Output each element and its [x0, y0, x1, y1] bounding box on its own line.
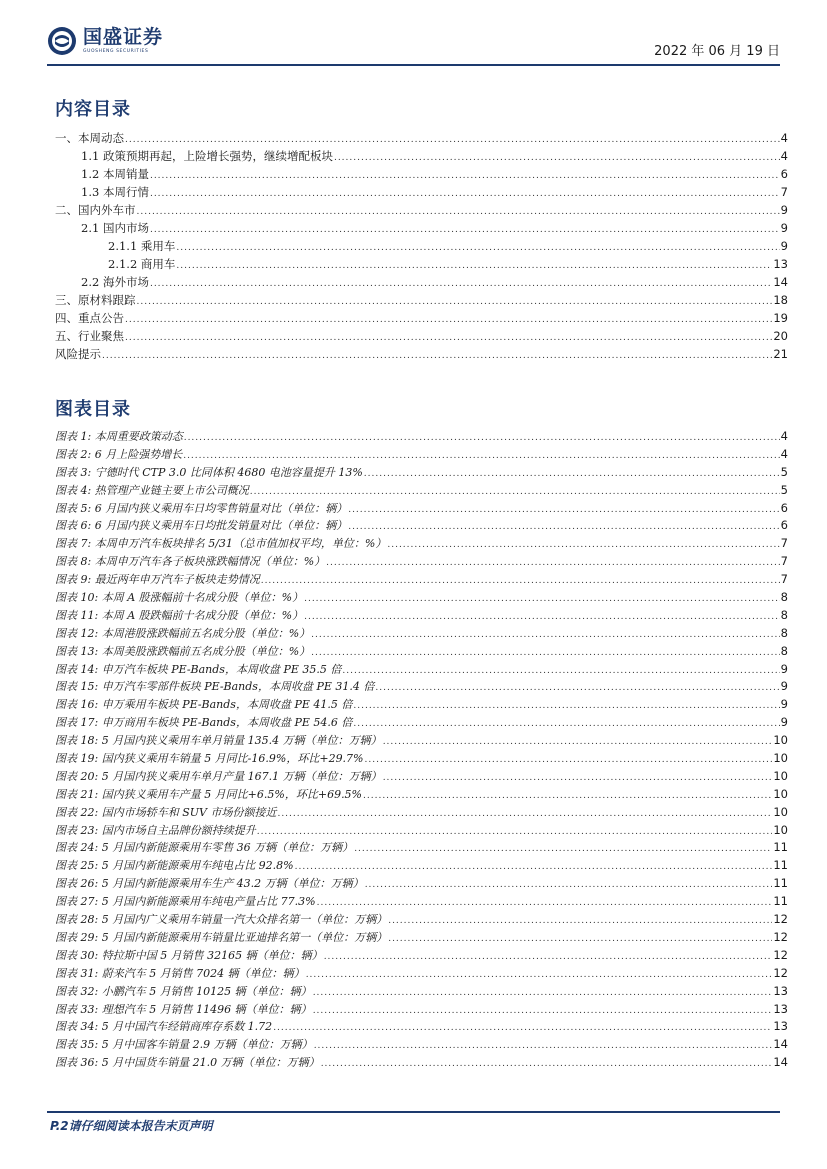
figure-entry[interactable]: [55, 446, 788, 464]
entry-page-number: 10: [773, 804, 788, 819]
dot-leader: [388, 931, 772, 949]
header-divider: [47, 64, 780, 66]
entry-label: 图表 35: 5 月中国客车销量 2.9 万辆（单位：万辆）: [55, 1038, 313, 1052]
figure-entry[interactable]: [55, 517, 788, 535]
dot-leader: [348, 502, 779, 520]
entry-label: 2.1.1 乘用车: [108, 239, 176, 253]
figure-entry[interactable]: [55, 500, 788, 518]
entry-page-number: 21: [773, 347, 788, 361]
figure-entry[interactable]: [55, 643, 788, 661]
entry-label: 图表 21: 国内狭义乘用车产量 5 月同比+6.5%，环比+69.5%: [55, 787, 363, 801]
entry-page-number: 7: [780, 536, 788, 551]
entry-page-number: 9: [780, 697, 788, 712]
dot-leader: [277, 806, 772, 824]
figure-entry[interactable]: [55, 822, 788, 840]
dot-leader: [313, 985, 773, 1003]
entry-page-number: 9: [780, 239, 788, 253]
dot-leader: [176, 257, 772, 275]
entry-label: 图表 30: 特拉斯中国 5 月销售 32165 辆（单位：辆）: [55, 948, 323, 962]
dot-leader: [353, 698, 779, 716]
entry-page-number: 10: [773, 751, 788, 766]
entry-page-number: 13: [773, 1019, 788, 1034]
figure-entry[interactable]: [55, 911, 788, 929]
entry-label: 一、本周动态: [55, 131, 124, 145]
entry-label: 图表 7: 本周申万汽车板块排名 5/31（总市值加权平均，单位：%）: [55, 537, 387, 551]
figure-entry[interactable]: [55, 625, 788, 643]
figure-entry[interactable]: [55, 1001, 788, 1019]
dot-leader: [150, 167, 780, 185]
entry-page-number: 10: [773, 786, 788, 801]
brand-logo-icon: [47, 26, 77, 56]
contents-entry[interactable]: [55, 291, 788, 309]
entry-label: 图表 27: 5 月国内新能源乘用车纯电产量占比 77.3%: [55, 895, 316, 909]
dot-leader: [365, 752, 773, 770]
entry-page-number: 7: [780, 554, 788, 569]
entry-page-number: 7: [780, 572, 788, 587]
entry-label: 2.1 国内市场: [81, 221, 149, 235]
dot-leader: [314, 1038, 773, 1056]
entry-page-number: 8: [780, 607, 788, 622]
entry-page-number: 6: [780, 518, 788, 533]
figures-list: [55, 428, 788, 1072]
dot-leader: [342, 663, 779, 681]
entry-page-number: 9: [780, 679, 788, 694]
dot-leader: [383, 770, 773, 788]
contents-entry[interactable]: [55, 147, 788, 165]
dot-leader: [364, 466, 780, 484]
company-logo: [47, 24, 197, 58]
dot-leader: [321, 1056, 773, 1074]
entry-page-number: 12: [773, 912, 788, 927]
contents-entry[interactable]: [55, 165, 788, 183]
dot-leader: [306, 967, 773, 985]
entry-label: 图表 5: 6 月国内狭义乘用车日均零售销量对比（单位：辆）: [55, 501, 348, 515]
entry-label: 1.1 政策预期再起，上险增长强势，继续增配板块: [81, 149, 333, 163]
contents-entry[interactable]: [55, 201, 788, 219]
entry-page-number: 4: [780, 446, 788, 461]
figure-entry[interactable]: [55, 768, 788, 786]
dot-leader: [365, 877, 773, 895]
entry-label: 图表 16: 申万乘用车板块 PE-Bands，本周收盘 PE 41.5 倍: [55, 698, 353, 712]
entry-label: 1.2 本周销量: [81, 167, 149, 181]
entry-label: 图表 29: 5 月国内新能源乘用车销量比亚迪排名第一（单位：万辆）: [55, 930, 388, 944]
entry-page-number: 4: [780, 149, 788, 163]
figure-entry[interactable]: [55, 714, 788, 732]
footer-divider: [47, 1111, 780, 1113]
entry-page-number: 8: [780, 590, 788, 605]
entry-page-number: 13: [773, 983, 788, 998]
entry-label: 图表 11: 本周 A 股跌幅前十名成分股（单位：%）: [55, 608, 304, 622]
entry-label: 图表 9: 最近两年申万汽车子板块走势情况: [55, 573, 260, 587]
page-header: [0, 0, 827, 64]
entry-label: 2.1.2 商用车: [108, 257, 176, 271]
contents-entry[interactable]: [55, 273, 788, 291]
dot-leader: [363, 788, 772, 806]
dot-leader: [102, 347, 772, 365]
entry-page-number: 5: [780, 482, 788, 497]
entry-page-number: 9: [780, 221, 788, 235]
brand-subtitle: GUOSHENG SECURITIES: [83, 48, 149, 54]
entry-page-number: 13: [773, 1001, 788, 1016]
entry-label: 图表 28: 5 月国内广义乘用车销量一汽大众排名第一（单位：万辆）: [55, 913, 388, 927]
dot-leader: [261, 573, 780, 591]
entry-label: 图表 32: 小鹏汽车 5 月销售 10125 辆（单位：辆）: [55, 984, 312, 998]
figure-entry[interactable]: [55, 678, 788, 696]
figure-entry[interactable]: [55, 1036, 788, 1054]
figure-entry[interactable]: [55, 875, 788, 893]
figure-entry[interactable]: [55, 983, 788, 1001]
entry-page-number: 5: [780, 464, 788, 479]
entry-label: 2.2 海外市场: [81, 275, 149, 289]
dot-leader: [334, 149, 780, 167]
entry-label: 图表 26: 5 月国内新能源乘用车生产 43.2 万辆（单位：万辆）: [55, 877, 364, 891]
entry-label: 图表 36: 5 月中国货车销量 21.0 万辆（单位：万辆）: [55, 1056, 320, 1070]
entry-page-number: 13: [773, 257, 788, 271]
entry-label: 图表 33: 理想汽车 5 月销售 11496 辆（单位：辆）: [55, 1002, 312, 1016]
contents-entry[interactable]: [55, 309, 788, 327]
entry-page-number: 19: [773, 311, 788, 325]
dot-leader: [348, 519, 779, 537]
entry-label: 图表 2: 6 月上险强势增长: [55, 447, 183, 461]
entry-page-number: 7: [780, 185, 788, 199]
entry-page-number: 8: [780, 625, 788, 640]
dot-leader: [150, 185, 780, 203]
figure-entry[interactable]: [55, 553, 788, 571]
entry-label: 图表 14: 申万汽车板块 PE-Bands，本周收盘 PE 35.5 倍: [55, 662, 342, 676]
figure-entry[interactable]: [55, 786, 788, 804]
dot-leader: [354, 841, 772, 859]
entry-label: 图表 19: 国内狭义乘用车销量 5 月同比-16.9%，环比+29.7%: [55, 752, 364, 766]
entry-label: 三、原材料跟踪: [55, 293, 136, 307]
entry-label: 图表 31: 蔚来汽车 5 月销售 7024 辆（单位：辆）: [55, 966, 305, 980]
dot-leader: [150, 275, 772, 293]
contents-entry[interactable]: [55, 345, 788, 363]
entry-page-number: 8: [780, 643, 788, 658]
figure-entry[interactable]: [55, 589, 788, 607]
figure-entry[interactable]: [55, 535, 788, 553]
dot-leader: [125, 311, 772, 329]
figure-entry[interactable]: [55, 607, 788, 625]
dot-leader: [326, 555, 780, 573]
dot-leader: [375, 680, 779, 698]
dot-leader: [313, 1003, 773, 1021]
entry-page-number: 11: [773, 876, 788, 891]
entry-page-number: 10: [773, 768, 788, 783]
entry-label: 二、国内外车市: [55, 203, 136, 217]
dot-leader: [176, 239, 779, 257]
figure-entry[interactable]: [55, 857, 788, 875]
dot-leader: [137, 293, 773, 311]
entry-page-number: 14: [773, 1037, 788, 1052]
entry-label: 1.3 本周行情: [81, 185, 149, 199]
figure-entry[interactable]: [55, 464, 788, 482]
entry-page-number: 9: [780, 661, 788, 676]
entry-label: 图表 1: 本周重要政策动态: [55, 430, 183, 443]
entry-label: 图表 3: 宁德时代 CTP 3.0 比同体积 4680 电池容量提升 13%: [55, 465, 363, 479]
dot-leader: [125, 329, 772, 347]
entry-page-number: 20: [773, 329, 788, 343]
figures-title: 图表目录: [55, 399, 131, 420]
entry-page-number: 12: [773, 929, 788, 944]
figure-entry[interactable]: [55, 839, 788, 857]
entry-label: 图表 15: 申万汽车零部件板块 PE-Bands，本周收盘 PE 31.4 倍: [55, 680, 375, 694]
entry-page-number: 9: [780, 715, 788, 730]
entry-page-number: 18: [773, 293, 788, 307]
contents-title: 内容目录: [55, 99, 131, 120]
dot-leader: [137, 203, 780, 221]
footer-disclaimer: P.2请仔细阅读本报告末页声明: [50, 1119, 213, 1133]
entry-page-number: 6: [780, 167, 788, 181]
figure-entry[interactable]: [55, 804, 788, 822]
entry-page-number: 11: [773, 858, 788, 873]
figure-entry[interactable]: [55, 696, 788, 714]
contents-entry[interactable]: [55, 183, 788, 201]
figure-entry[interactable]: [55, 750, 788, 768]
figure-entry[interactable]: [55, 1018, 788, 1036]
contents-list: [55, 129, 788, 363]
entry-label: 风险提示: [55, 347, 101, 361]
figure-entry[interactable]: [55, 893, 788, 911]
dot-leader: [295, 859, 773, 877]
entry-label: 图表 20: 5 月国内狭义乘用车单月产量 167.1 万辆（单位：万辆）: [55, 769, 382, 783]
entry-page-number: 14: [773, 275, 788, 289]
dot-leader: [273, 1020, 772, 1038]
dot-leader: [311, 627, 780, 645]
entry-page-number: 4: [780, 429, 788, 443]
entry-page-number: 12: [773, 965, 788, 980]
entry-label: 图表 34: 5 月中国汽车经销商库存系数 1.72: [55, 1020, 273, 1034]
entry-page-number: 10: [773, 733, 788, 748]
dot-leader: [304, 609, 780, 627]
dot-leader: [383, 734, 773, 752]
entry-page-number: 11: [773, 840, 788, 855]
entry-page-number: 10: [773, 822, 788, 837]
entry-label: 图表 10: 本周 A 股涨幅前十名成分股（单位：%）: [55, 591, 304, 605]
entry-label: 图表 4: 热管理产业链主要上市公司概况: [55, 483, 249, 497]
entry-label: 图表 24: 5 月国内新能源乘用车零售 36 万辆（单位：万辆）: [55, 841, 354, 855]
entry-label: 图表 8: 本周申万汽车各子板块涨跌幅情况（单位：%）: [55, 555, 326, 569]
figure-entry[interactable]: [55, 947, 788, 965]
dot-leader: [184, 430, 780, 448]
entry-page-number: 4: [780, 131, 788, 145]
entry-page-number: 14: [773, 1055, 788, 1070]
contents-entry[interactable]: [55, 327, 788, 345]
entry-label: 图表 22: 国内市场轿车和 SUV 市场份额接近: [55, 805, 277, 819]
entry-label: 图表 6: 6 月国内狭义乘用车日均批发销量对比（单位：辆）: [55, 519, 348, 533]
entry-label: 四、重点公告: [55, 311, 124, 325]
contents-entry[interactable]: [55, 255, 788, 273]
entry-label: 图表 17: 申万商用车板块 PE-Bands，本周收盘 PE 54.6 倍: [55, 716, 353, 730]
entry-page-number: 11: [773, 894, 788, 909]
figure-entry[interactable]: [55, 965, 788, 983]
entry-page-number: 9: [780, 203, 788, 217]
entry-page-number: 6: [780, 500, 788, 515]
entry-page-number: 12: [773, 947, 788, 962]
contents-entry[interactable]: [55, 129, 788, 147]
dot-leader: [324, 949, 773, 967]
figure-entry[interactable]: [55, 428, 788, 446]
dot-leader: [304, 591, 780, 609]
figure-entry[interactable]: [55, 732, 788, 750]
dot-leader: [387, 537, 779, 555]
figure-entry[interactable]: [55, 482, 788, 500]
figure-entry[interactable]: [55, 571, 788, 589]
entry-label: 图表 18: 5 月国内狭义乘用车单月销量 135.4 万辆（单位：万辆）: [55, 734, 382, 748]
dot-leader: [388, 913, 772, 931]
figure-entry[interactable]: [55, 1054, 788, 1072]
entry-label: 图表 13: 本周美股涨跌幅前五名成分股（单位：%）: [55, 644, 311, 658]
entry-label: 图表 25: 5 月国内新能源乘用车纯电占比 92.8%: [55, 859, 294, 873]
entry-label: 图表 23: 国内市场自主品牌份额持续提升: [55, 823, 256, 837]
contents-entry[interactable]: [55, 237, 788, 255]
dot-leader: [150, 221, 780, 239]
brand-name: 国盛证券: [83, 25, 164, 48]
figure-entry[interactable]: [55, 929, 788, 947]
entry-label: 五、行业聚焦: [55, 329, 124, 343]
figure-entry[interactable]: [55, 661, 788, 679]
report-date: 2022 年 06 月 19 日: [654, 44, 780, 59]
dot-leader: [311, 645, 780, 663]
entry-label: 图表 12: 本周港股涨跌幅前五名成分股（单位：%）: [55, 626, 311, 640]
dot-leader: [353, 716, 779, 734]
contents-entry[interactable]: [55, 219, 788, 237]
